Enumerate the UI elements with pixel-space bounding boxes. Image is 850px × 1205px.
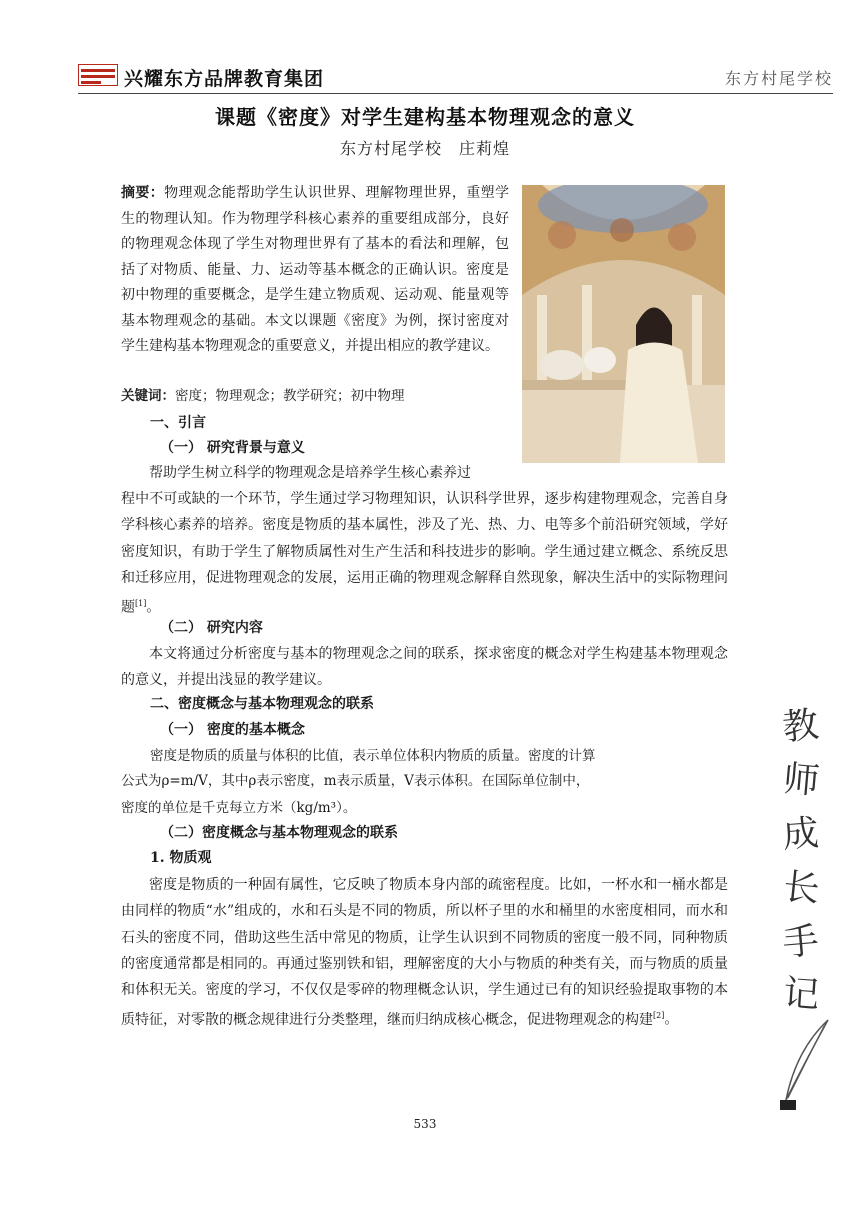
keywords-text: 密度；物理观念；教学研究；初中物理 <box>175 388 405 404</box>
section-2-2-1-title: 1. 物质观 <box>150 850 212 866</box>
formula-line-1: 密度是物质的质量与体积的比值，表示单位体积内物质的质量。密度的计算 <box>150 748 596 764</box>
article-author: 东方村尾学校 庄莉煌 <box>339 139 510 158</box>
keywords <box>121 384 509 409</box>
section-2-title: 二、密度概念与基本物理观念的联系 <box>150 696 374 712</box>
section-1-title: 一、引言 <box>150 415 206 431</box>
calligraphy-char-1: 教 <box>780 704 821 749</box>
group-logo <box>78 64 118 86</box>
abstract-text: 物理观念能帮助学生认识世界、理解物理世界，重塑学生的物理认知。作为物理学科核心素养的重要组成部分，良好的物理观念体现了学生对物理世界有了基本的看法和理解，包括了对物质、能量、力、运动等基本概念的正确认识。密度是初中物理的重要概念，是学生建立物质观、运动观、能量观等基本物理观念的基础。本文以课题《密度》为例，探讨密度对学生建构基本物理观念的重要意义，并提出相应的教学建议。 <box>121 185 510 354</box>
keywords-label: 关键词： <box>121 388 175 404</box>
header-org-name: 兴耀东方品牌教育集团 <box>124 68 325 90</box>
quill-icon <box>780 1020 828 1110</box>
article-title: 课题《密度》对学生建构基本物理观念的意义 <box>215 105 635 129</box>
section-1-2-title: （二） 研究内容 <box>160 620 263 636</box>
paragraph-2: 本文将通过分析密度与基本的物理观念之间的联系，探求密度的概念对学生构建基本物理观念的意义，并提出浅显的教学建议。 <box>121 646 728 689</box>
formula-line-2: 公式为ρ=m/V，其中ρ表示密度，m表示质量，V表示体积。在国际单位制中， <box>121 773 590 789</box>
author-photo <box>522 185 725 463</box>
paragraph-1-first-line: 帮助学生树立科学的物理观念是培养学生核心素养过 <box>149 465 471 481</box>
calligraphy-char-4: 长 <box>781 866 822 911</box>
section-2-2-title: （二）密度概念与基本物理观念的联系 <box>160 825 398 841</box>
side-calligraphy <box>766 700 836 1120</box>
section-2-1-title: （一） 密度的基本概念 <box>160 722 305 738</box>
abstract <box>121 181 509 360</box>
abstract-label: 摘要： <box>121 185 165 201</box>
page-header <box>78 62 833 90</box>
reference-1: [1] <box>135 599 147 609</box>
paragraph-1: 程中不可或缺的一个环节，学生通过学习物理知识，认识科学世界，逐步构建物理观念，完善自身学科核心素养的培养。密度是物质的基本属性，涉及了光、热、力、电等多个前沿研究领域，学好密度知识，有助于学生了解物质属性对生产生活和科技进步的影响。学生通过建立概念、系统反思和迁移应用，促进物理观念的发展，运用正确的物理观念解释自然现象，解决生活中的实际物理问题[1]。 <box>121 491 728 616</box>
calligraphy-char-6: 记 <box>781 972 821 1017</box>
section-1-1-title: （一） 研究背景与意义 <box>160 440 305 456</box>
formula-line-3: 密度的单位是千克每立方米（kg/m³）。 <box>121 800 357 816</box>
paragraph-3: 密度是物质的一种固有属性，它反映了物质本身内部的疏密程度。比如，一杯水和一桶水都是由同样的物质“水”组成的，水和石头是不同的物质，所以杯子里的水和桶里的水密度相同，而水和石头的密度不同，借助这些生活中常见的物质，让学生认识到不同物质的密度一般不同，同种物质的密度通常都是相同的。再通过鉴别铁和铝，理解密度的大小与物质的种类有关，而与物质的质量和体积无关。密度的学习，不仅仅是零碎的物理概念认识，学生通过已有的知识经验提取事物的本质特征，对零散的概念规律进行分类整理，继而归纳成核心概念，促进物理观念的构建[2]。 <box>121 877 728 1029</box>
header-school-name: 东方村尾学校 <box>724 69 833 88</box>
calligraphy-char-2: 师 <box>781 758 822 803</box>
calligraphy-char-5: 手 <box>780 920 821 965</box>
page-number: 533 <box>413 1117 437 1131</box>
header-rule <box>78 93 833 94</box>
reference-2: [2] <box>653 1011 665 1021</box>
calligraphy-char-3: 成 <box>781 812 821 857</box>
